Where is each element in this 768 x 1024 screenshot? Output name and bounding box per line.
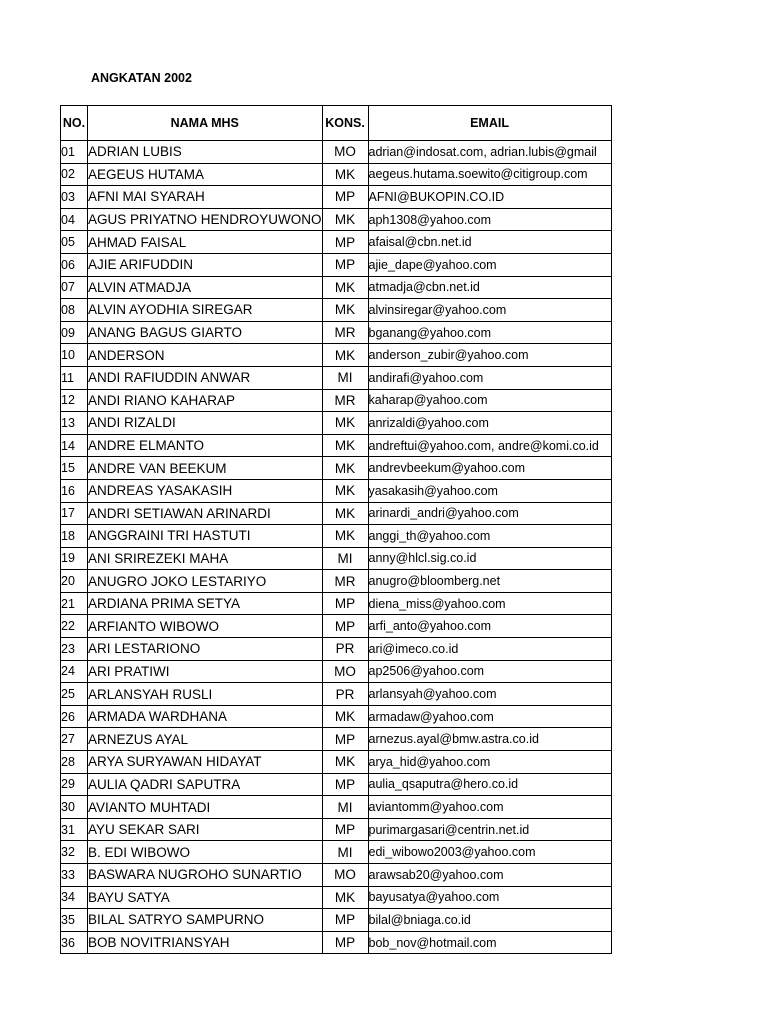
cell-name: AHMAD FAISAL bbox=[88, 231, 323, 254]
cell-name: BOB NOVITRIANSYAH bbox=[88, 931, 323, 954]
cell-no: 14 bbox=[61, 434, 88, 457]
table-row bbox=[61, 479, 612, 502]
cell-kons: MP bbox=[322, 931, 368, 954]
cell-kons: MR bbox=[322, 570, 368, 593]
cell-kons: MP bbox=[322, 615, 368, 638]
cell-no: 25 bbox=[61, 683, 88, 706]
table-body bbox=[61, 141, 612, 954]
cell-email bbox=[368, 141, 611, 164]
cell-no: 13 bbox=[61, 412, 88, 435]
cell-email: arinardi_andri@yahoo.com bbox=[368, 502, 611, 525]
cell-name: ADRIAN LUBIS bbox=[88, 141, 323, 164]
cell-email: andirafi@yahoo.com bbox=[368, 366, 611, 389]
header-no: NO. bbox=[61, 106, 88, 141]
cell-email: ap2506@yahoo.com bbox=[368, 660, 611, 683]
cell-kons: MK bbox=[322, 705, 368, 728]
cell-kons: MK bbox=[322, 479, 368, 502]
cell-no: 31 bbox=[61, 818, 88, 841]
cell-email: aegeus.hutama.soewito@citigroup.com bbox=[368, 163, 611, 186]
cell-email: atmadja@cbn.net.id bbox=[368, 276, 611, 299]
table-row bbox=[61, 909, 612, 932]
cell-kons: MK bbox=[322, 502, 368, 525]
cell-email: arnezus.ayal@bmw.astra.co.id bbox=[368, 728, 611, 751]
cell-kons: MP bbox=[322, 773, 368, 796]
cell-email: aph1308@yahoo.com bbox=[368, 208, 611, 231]
cell-name: ANI SRIREZEKI MAHA bbox=[88, 547, 323, 570]
header-name: NAMA MHS bbox=[88, 106, 323, 141]
cell-name: ANDI RIZALDI bbox=[88, 412, 323, 435]
cell-email: aulia_qsaputra@hero.co.id bbox=[368, 773, 611, 796]
cell-name: ARMADA WARDHANA bbox=[88, 705, 323, 728]
cell-no: 26 bbox=[61, 705, 88, 728]
cell-kons: MP bbox=[322, 818, 368, 841]
cell-name: AFNI MAI SYARAH bbox=[88, 186, 323, 209]
table-row bbox=[61, 163, 612, 186]
table-row bbox=[61, 208, 612, 231]
cell-kons: MK bbox=[322, 299, 368, 322]
cell-no: 12 bbox=[61, 389, 88, 412]
table-row bbox=[61, 615, 612, 638]
table-row bbox=[61, 141, 612, 164]
table-row bbox=[61, 570, 612, 593]
cell-kons: PR bbox=[322, 638, 368, 661]
cell-no: 05 bbox=[61, 231, 88, 254]
table-header-row bbox=[61, 106, 612, 141]
table-row bbox=[61, 773, 612, 796]
cell-no: 10 bbox=[61, 344, 88, 367]
cell-kons: MO bbox=[322, 864, 368, 887]
cell-name: ANDI RIANO KAHARAP bbox=[88, 389, 323, 412]
cell-kons: MK bbox=[322, 412, 368, 435]
cell-name: ARLANSYAH RUSLI bbox=[88, 683, 323, 706]
cell-email: alvinsiregar@yahoo.com bbox=[368, 299, 611, 322]
cell-email: ari@imeco.co.id bbox=[368, 638, 611, 661]
table-row bbox=[61, 412, 612, 435]
cell-kons: MK bbox=[322, 344, 368, 367]
cell-name: ARNEZUS AYAL bbox=[88, 728, 323, 751]
cell-kons: MK bbox=[322, 886, 368, 909]
cell-no: 21 bbox=[61, 592, 88, 615]
table-row bbox=[61, 660, 612, 683]
cell-no: 27 bbox=[61, 728, 88, 751]
header-kons: KONS. bbox=[322, 106, 368, 141]
cell-email: anrizaldi@yahoo.com bbox=[368, 412, 611, 435]
cell-kons: MO bbox=[322, 660, 368, 683]
cell-kons: MO bbox=[322, 141, 368, 164]
cell-email-text: adrian@indosat.com, adrian.lubis@gmail bbox=[368, 144, 597, 159]
cell-kons: MI bbox=[322, 796, 368, 819]
cell-no: 33 bbox=[61, 864, 88, 887]
cell-email: bilal@bniaga.co.id bbox=[368, 909, 611, 932]
cell-name-text: BASWARA NUGROHO SUNARTIO bbox=[88, 866, 302, 882]
cell-no: 36 bbox=[61, 931, 88, 954]
cell-name: ANGGRAINI TRI HASTUTI bbox=[88, 525, 323, 548]
cell-kons: MI bbox=[322, 366, 368, 389]
cell-name: AEGEUS HUTAMA bbox=[88, 163, 323, 186]
cell-name: ANDI RAFIUDDIN ANWAR bbox=[88, 366, 323, 389]
cell-no: 17 bbox=[61, 502, 88, 525]
cell-name: ANDRI SETIAWAN ARINARDI bbox=[88, 502, 323, 525]
cell-name: ANDERSON bbox=[88, 344, 323, 367]
table-row bbox=[61, 818, 612, 841]
cell-kons: MR bbox=[322, 389, 368, 412]
cell-kons: MK bbox=[322, 434, 368, 457]
cell-name: ANDREAS YASAKASIH bbox=[88, 479, 323, 502]
cell-kons: MK bbox=[322, 751, 368, 774]
cell-no: 01 bbox=[61, 141, 88, 164]
cell-no: 32 bbox=[61, 841, 88, 864]
cell-name: ARYA SURYAWAN HIDAYAT bbox=[88, 751, 323, 774]
table-row bbox=[61, 389, 612, 412]
cell-kons: MP bbox=[322, 253, 368, 276]
cell-kons: MK bbox=[322, 457, 368, 480]
table-row bbox=[61, 683, 612, 706]
cell-kons: MP bbox=[322, 231, 368, 254]
cell-kons: PR bbox=[322, 683, 368, 706]
cell-no: 03 bbox=[61, 186, 88, 209]
header-email: EMAIL bbox=[368, 106, 611, 141]
cell-email: anggi_th@yahoo.com bbox=[368, 525, 611, 548]
cell-kons: MK bbox=[322, 525, 368, 548]
cell-name: ALVIN AYODHIA SIREGAR bbox=[88, 299, 323, 322]
cell-no: 22 bbox=[61, 615, 88, 638]
table-row bbox=[61, 321, 612, 344]
table-row bbox=[61, 886, 612, 909]
cell-no: 29 bbox=[61, 773, 88, 796]
cell-kons: MP bbox=[322, 186, 368, 209]
cell-email: andrevbeekum@yahoo.com bbox=[368, 457, 611, 480]
cell-no: 18 bbox=[61, 525, 88, 548]
cell-no: 30 bbox=[61, 796, 88, 819]
cell-name: AULIA QADRI SAPUTRA bbox=[88, 773, 323, 796]
table-row bbox=[61, 864, 612, 887]
cell-no: 11 bbox=[61, 366, 88, 389]
cell-email: yasakasih@yahoo.com bbox=[368, 479, 611, 502]
table-row bbox=[61, 547, 612, 570]
cell-name: AYU SEKAR SARI bbox=[88, 818, 323, 841]
cell-kons: MI bbox=[322, 841, 368, 864]
cell-email: diena_miss@yahoo.com bbox=[368, 592, 611, 615]
cell-name: BAYU SATYA bbox=[88, 886, 323, 909]
cell-name: BILAL SATRYO SAMPURNO bbox=[88, 909, 323, 932]
cell-email: anugro@bloomberg.net bbox=[368, 570, 611, 593]
cell-name: ANDRE ELMANTO bbox=[88, 434, 323, 457]
cell-no: 35 bbox=[61, 909, 88, 932]
cell-kons: MP bbox=[322, 728, 368, 751]
cell-kons: MP bbox=[322, 909, 368, 932]
table-row bbox=[61, 276, 612, 299]
table-row bbox=[61, 434, 612, 457]
student-table bbox=[60, 105, 612, 954]
table-row bbox=[61, 231, 612, 254]
table-row bbox=[61, 457, 612, 480]
cell-email: bayusatya@yahoo.com bbox=[368, 886, 611, 909]
cell-no: 20 bbox=[61, 570, 88, 593]
cell-email: armadaw@yahoo.com bbox=[368, 705, 611, 728]
cell-name: AVIANTO MUHTADI bbox=[88, 796, 323, 819]
cell-email: arfi_anto@yahoo.com bbox=[368, 615, 611, 638]
cell-email: arawsab20@yahoo.com bbox=[368, 864, 611, 887]
table-row bbox=[61, 502, 612, 525]
table-row bbox=[61, 705, 612, 728]
table-row bbox=[61, 253, 612, 276]
cell-email: anny@hlcl.sig.co.id bbox=[368, 547, 611, 570]
cell-no: 28 bbox=[61, 751, 88, 774]
cell-no: 04 bbox=[61, 208, 88, 231]
cell-kons: MR bbox=[322, 321, 368, 344]
cell-name: ANDRE VAN BEEKUM bbox=[88, 457, 323, 480]
cell-name bbox=[88, 208, 323, 231]
cell-name: ARFIANTO WIBOWO bbox=[88, 615, 323, 638]
table-row bbox=[61, 751, 612, 774]
cell-no: 09 bbox=[61, 321, 88, 344]
table-row bbox=[61, 299, 612, 322]
cell-kons: MK bbox=[322, 163, 368, 186]
table-row bbox=[61, 796, 612, 819]
cell-email: AFNI@BUKOPIN.CO.ID bbox=[368, 186, 611, 209]
cell-email: anderson_zubir@yahoo.com bbox=[368, 344, 611, 367]
cell-name bbox=[88, 864, 323, 887]
table-row bbox=[61, 186, 612, 209]
table-row bbox=[61, 366, 612, 389]
cell-email: andreftui@yahoo.com, andre@komi.co.id bbox=[368, 434, 611, 457]
table-row bbox=[61, 344, 612, 367]
cell-no: 16 bbox=[61, 479, 88, 502]
table-row bbox=[61, 592, 612, 615]
cell-email: aviantomm@yahoo.com bbox=[368, 796, 611, 819]
cell-email: ajie_dape@yahoo.com bbox=[368, 253, 611, 276]
cell-name: ALVIN ATMADJA bbox=[88, 276, 323, 299]
cell-no: 02 bbox=[61, 163, 88, 186]
table-row bbox=[61, 525, 612, 548]
cell-no: 23 bbox=[61, 638, 88, 661]
cell-kons: MK bbox=[322, 208, 368, 231]
cell-name: B. EDI WIBOWO bbox=[88, 841, 323, 864]
cell-no: 06 bbox=[61, 253, 88, 276]
cell-name: ARI PRATIWI bbox=[88, 660, 323, 683]
cell-no: 24 bbox=[61, 660, 88, 683]
cell-no: 08 bbox=[61, 299, 88, 322]
cell-kons: MK bbox=[322, 276, 368, 299]
cell-email: edi_wibowo2003@yahoo.com bbox=[368, 841, 611, 864]
cell-email: bganang@yahoo.com bbox=[368, 321, 611, 344]
cell-name: ANANG BAGUS GIARTO bbox=[88, 321, 323, 344]
table-row bbox=[61, 728, 612, 751]
cell-name: ARI LESTARIONO bbox=[88, 638, 323, 661]
cell-email: kaharap@yahoo.com bbox=[368, 389, 611, 412]
table-row bbox=[61, 931, 612, 954]
cell-email: afaisal@cbn.net.id bbox=[368, 231, 611, 254]
cell-email: arya_hid@yahoo.com bbox=[368, 751, 611, 774]
page-title: ANGKATAN 2002 bbox=[91, 71, 192, 85]
cell-email: purimargasari@centrin.net.id bbox=[368, 818, 611, 841]
table-row bbox=[61, 638, 612, 661]
cell-kons: MI bbox=[322, 547, 368, 570]
cell-name-text: AGUS PRIYATNO HENDROYUWONO bbox=[88, 211, 322, 227]
cell-name: ARDIANA PRIMA SETYA bbox=[88, 592, 323, 615]
table-row bbox=[61, 841, 612, 864]
cell-name: ANUGRO JOKO LESTARIYO bbox=[88, 570, 323, 593]
cell-email: arlansyah@yahoo.com bbox=[368, 683, 611, 706]
cell-no: 19 bbox=[61, 547, 88, 570]
cell-no: 34 bbox=[61, 886, 88, 909]
cell-no: 07 bbox=[61, 276, 88, 299]
cell-name: AJIE ARIFUDDIN bbox=[88, 253, 323, 276]
cell-email: bob_nov@hotmail.com bbox=[368, 931, 611, 954]
cell-no: 15 bbox=[61, 457, 88, 480]
cell-kons: MP bbox=[322, 592, 368, 615]
